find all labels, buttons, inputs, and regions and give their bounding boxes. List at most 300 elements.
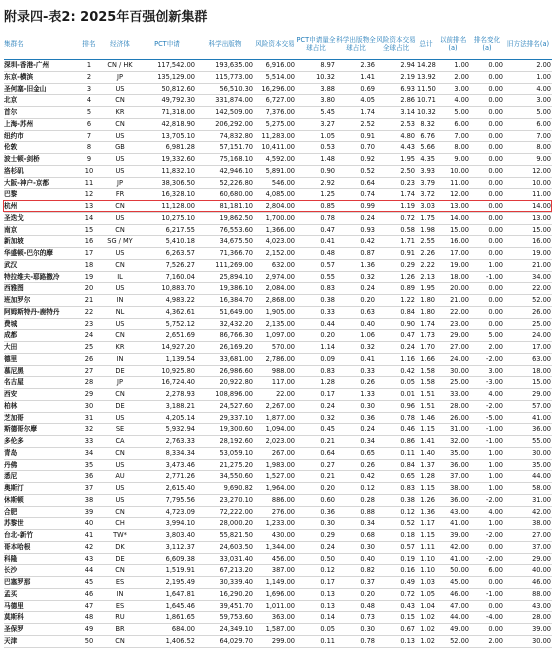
table-cell: 56,510.30 bbox=[219, 84, 253, 93]
table-cell: 267.00 bbox=[271, 448, 295, 457]
table-cell: 0.30 bbox=[360, 401, 375, 410]
table-cell: 44.00 bbox=[532, 472, 551, 481]
table-cell: 1,233.00 bbox=[265, 519, 295, 528]
table-cell: 1.36 bbox=[360, 260, 375, 269]
column-header: 风险资本交易全球占比 bbox=[376, 36, 416, 52]
cluster-name-cell: 阿姆斯特丹-鹿特丹 bbox=[4, 307, 60, 316]
table-cell: CN bbox=[115, 260, 125, 269]
table-cell: 63.00 bbox=[532, 354, 551, 363]
table-cell: 2.13 bbox=[420, 272, 435, 281]
cluster-name-cell: 巴塞罗那 bbox=[4, 578, 31, 586]
table-cell: 5,514.00 bbox=[265, 72, 295, 81]
table-cell: 0.70 bbox=[360, 143, 375, 152]
table-cell: 24.00 bbox=[532, 331, 551, 340]
table-cell: 1.70 bbox=[420, 343, 435, 351]
cluster-name-cell: 新加坡 bbox=[4, 237, 24, 246]
table-cell: 0.24 bbox=[400, 343, 415, 351]
table-cell: 55,821.50 bbox=[219, 531, 253, 539]
table-row bbox=[4, 412, 552, 424]
column-header: 集群名 bbox=[4, 39, 24, 48]
table-cell: 37.00 bbox=[450, 472, 469, 481]
table-cell: 1.48 bbox=[320, 155, 335, 163]
table-cell: IL bbox=[117, 272, 123, 281]
table-cell: 0.00 bbox=[488, 296, 503, 304]
table-cell: 53,059.10 bbox=[219, 448, 253, 457]
table-cell: 886.00 bbox=[271, 495, 295, 504]
table-cell: 26.00 bbox=[532, 307, 551, 316]
table-cell: 0.09 bbox=[320, 354, 335, 363]
table-cell: 0.24 bbox=[360, 213, 375, 222]
table-cell: 0.72 bbox=[400, 589, 415, 598]
table-row bbox=[4, 95, 552, 107]
table-cell: 0.24 bbox=[360, 284, 375, 293]
table-cell: 5,932.94 bbox=[165, 425, 195, 434]
table-cell: 5 bbox=[86, 108, 92, 116]
table-cell: 7,526.27 bbox=[165, 260, 195, 269]
table-cell: 0.20 bbox=[360, 589, 375, 598]
table-cell: 6 bbox=[86, 119, 92, 128]
column-header: 排名 bbox=[82, 39, 96, 48]
table-cell: 10 bbox=[84, 166, 94, 175]
table-cell: 2.94 bbox=[400, 61, 415, 69]
table-row bbox=[4, 612, 552, 624]
table-cell: CN bbox=[115, 225, 125, 234]
table-cell: 0.27 bbox=[320, 460, 335, 469]
table-cell: 570.00 bbox=[271, 343, 295, 351]
table-cell: 0.26 bbox=[360, 378, 375, 387]
column-header: PCT申请量全球占比 bbox=[296, 36, 336, 52]
table-cell: 21,275.20 bbox=[219, 460, 253, 469]
table-cell: 1.15 bbox=[420, 425, 435, 434]
table-cell: 0.23 bbox=[400, 178, 415, 187]
table-row bbox=[4, 553, 552, 565]
table-cell: 81,181.10 bbox=[219, 202, 253, 210]
cluster-name-cell: 西雅图 bbox=[4, 284, 24, 293]
table-cell: 3.00 bbox=[536, 96, 551, 105]
cluster-name-cell: 上海-苏州 bbox=[4, 119, 34, 128]
table-cell: 2.22 bbox=[420, 260, 435, 269]
table-cell: 0.13 bbox=[320, 601, 335, 610]
table-cell: 0.00 bbox=[488, 237, 503, 246]
table-cell: 456.00 bbox=[271, 554, 295, 563]
table-cell: 108,896.00 bbox=[215, 390, 253, 398]
table-cell: ES bbox=[115, 578, 125, 586]
table-cell: 1.14 bbox=[320, 343, 335, 351]
table-cell: 71,318.00 bbox=[161, 108, 195, 116]
table-cell: 1,527.00 bbox=[265, 472, 295, 481]
table-cell: 0.83 bbox=[320, 366, 335, 375]
table-cell: ES bbox=[115, 601, 125, 610]
table-cell: 33,681.00 bbox=[219, 354, 253, 363]
table-row bbox=[4, 142, 552, 154]
table-cell: 21.00 bbox=[450, 296, 469, 304]
cluster-name-cell: 南京 bbox=[4, 225, 18, 234]
table-cell: 11.00 bbox=[450, 178, 469, 187]
table-cell: 30.00 bbox=[532, 636, 551, 645]
cluster-name-cell: 成都 bbox=[4, 331, 18, 340]
table-cell: 0.53 bbox=[320, 143, 335, 152]
table-cell: 0.57 bbox=[400, 542, 415, 551]
table-cell: 1.41 bbox=[420, 437, 435, 445]
table-cell: 1.74 bbox=[400, 190, 415, 199]
table-row bbox=[4, 330, 552, 342]
table-cell: SG / MY bbox=[107, 237, 133, 246]
table-cell: 13 bbox=[84, 202, 94, 210]
table-cell: 20 bbox=[84, 284, 94, 293]
table-cell: 26 bbox=[84, 354, 94, 363]
table-cell: 55.00 bbox=[532, 437, 551, 445]
table-cell: 0.19 bbox=[400, 554, 415, 563]
cluster-name-cell: 名古屋 bbox=[4, 378, 24, 387]
table-cell: 0.00 bbox=[488, 213, 503, 222]
table-cell: 0.58 bbox=[400, 225, 415, 234]
cluster-name-cell: 大田 bbox=[4, 343, 18, 351]
table-cell: 40 bbox=[84, 519, 94, 528]
table-cell: 23 bbox=[84, 319, 94, 328]
table-cell: 7 bbox=[86, 131, 92, 140]
table-cell: 88.00 bbox=[532, 589, 551, 598]
column-header: 经济体 bbox=[110, 39, 130, 48]
table-cell: 2.00 bbox=[536, 61, 551, 69]
table-row bbox=[4, 165, 552, 177]
table-cell: 17 bbox=[84, 249, 94, 257]
table-cell: 2.86 bbox=[400, 96, 415, 105]
table-cell: 0.12 bbox=[320, 566, 335, 575]
table-cell: 0.00 bbox=[488, 225, 503, 234]
table-cell: 46 bbox=[84, 589, 94, 598]
table-cell: 60,680.00 bbox=[219, 190, 253, 199]
table-cell: 0.48 bbox=[320, 249, 335, 257]
table-cell: 2,135.00 bbox=[265, 319, 295, 328]
table-cell: NL bbox=[115, 307, 125, 316]
table-cell: 0.87 bbox=[360, 249, 375, 257]
table-cell: 12.00 bbox=[532, 166, 551, 175]
table-cell: 1.80 bbox=[420, 307, 435, 316]
cluster-name-cell: 纽约市 bbox=[4, 131, 24, 140]
table-cell: 6,217.55 bbox=[165, 225, 195, 234]
table-cell: 1.05 bbox=[420, 589, 435, 598]
table-cell: 0.55 bbox=[320, 272, 335, 281]
table-cell: 18.00 bbox=[532, 366, 551, 375]
table-cell: 3.80 bbox=[320, 96, 335, 105]
table-cell: 86,766.30 bbox=[219, 331, 253, 340]
table-cell: 1.98 bbox=[420, 225, 435, 234]
table-cell: 0.29 bbox=[320, 531, 335, 539]
table-cell: 15.00 bbox=[532, 225, 551, 234]
table-cell: 0.00 bbox=[488, 143, 503, 152]
table-cell: 2,615.40 bbox=[165, 484, 195, 492]
table-cell: 11,832.10 bbox=[161, 166, 195, 175]
table-cell: 23.00 bbox=[450, 319, 469, 328]
cluster-name-cell: 圣何塞-旧金山 bbox=[4, 84, 47, 93]
table-cell: 19 bbox=[84, 272, 94, 281]
table-cell: 49.00 bbox=[450, 625, 469, 633]
table-cell: GB bbox=[115, 143, 125, 152]
table-cell: 0.30 bbox=[360, 625, 375, 633]
table-cell: 16,724.40 bbox=[161, 378, 195, 387]
table-cell: 1.41 bbox=[360, 72, 375, 81]
table-cell: 0.13 bbox=[320, 589, 335, 598]
table-cell: 0.93 bbox=[360, 225, 375, 234]
table-cell: 0.83 bbox=[400, 484, 415, 492]
table-cell: 1.22 bbox=[400, 296, 415, 304]
table-cell: 2.00 bbox=[488, 343, 503, 351]
table-cell: 1.10 bbox=[420, 554, 435, 563]
table-cell: US bbox=[115, 155, 125, 163]
table-cell: 34.00 bbox=[532, 272, 551, 281]
table-cell: 3.79 bbox=[420, 178, 435, 187]
table-cell: 4.05 bbox=[360, 96, 375, 105]
table-cell: 17.00 bbox=[450, 249, 469, 257]
table-cell: 0.91 bbox=[400, 249, 415, 257]
table-cell: 4.00 bbox=[488, 390, 503, 398]
cluster-name-cell: 孟买 bbox=[4, 589, 18, 598]
page-title: 附录四-表2: 2025年百强创新集群 bbox=[4, 10, 208, 25]
table-cell: 10.00 bbox=[450, 166, 469, 175]
table-cell: 0.65 bbox=[400, 472, 415, 481]
table-cell: 8.00 bbox=[536, 143, 551, 152]
table-cell: CH bbox=[115, 519, 125, 528]
table-cell: 31.00 bbox=[532, 495, 551, 504]
table-cell: 47 bbox=[84, 601, 94, 610]
table-cell: 4,983.22 bbox=[165, 296, 195, 304]
table-cell: 193,635.00 bbox=[215, 61, 253, 69]
table-cell: 21 bbox=[84, 296, 94, 304]
table-cell: 46.00 bbox=[532, 578, 551, 586]
table-cell: 3,994.10 bbox=[165, 519, 195, 528]
table-cell: 1.05 bbox=[320, 131, 335, 140]
table-cell: 24,527.60 bbox=[219, 401, 253, 410]
table-cell: 4,723.09 bbox=[165, 507, 195, 516]
table-cell: 2.53 bbox=[400, 119, 415, 128]
table-cell: 7.00 bbox=[454, 131, 469, 140]
table-cell: 0.24 bbox=[320, 542, 335, 551]
table-cell: 39,451.70 bbox=[219, 601, 253, 610]
table-cell: 0.15 bbox=[400, 613, 415, 622]
table-cell: 1.95 bbox=[420, 284, 435, 293]
table-cell: 7,795.56 bbox=[165, 495, 195, 504]
table-cell: 14,927.20 bbox=[161, 343, 195, 351]
table-cell: 6.00 bbox=[454, 119, 469, 128]
table-cell: 1.37 bbox=[420, 460, 435, 469]
table-cell: 0.18 bbox=[400, 531, 415, 539]
table-cell: 1.03 bbox=[420, 578, 435, 586]
table-cell: 0.11 bbox=[320, 636, 335, 645]
table-cell: 31.00 bbox=[450, 425, 469, 434]
table-cell: 36.00 bbox=[532, 425, 551, 434]
table-cell: 0.96 bbox=[400, 401, 415, 410]
table-cell: 2,763.33 bbox=[165, 437, 195, 445]
table-cell: -2.00 bbox=[485, 401, 503, 410]
table-cell: 6,727.00 bbox=[265, 96, 295, 105]
table-cell: 10.32 bbox=[417, 108, 436, 116]
table-cell: 10,411.00 bbox=[261, 143, 295, 152]
table-cell: 1,406.52 bbox=[165, 636, 195, 645]
cluster-name-cell: 圣保罗 bbox=[4, 625, 24, 633]
table-cell: 1.58 bbox=[420, 378, 435, 387]
table-cell: 0.00 bbox=[488, 601, 503, 610]
table-cell: IN bbox=[116, 296, 124, 304]
table-cell: 2.19 bbox=[400, 72, 415, 81]
table-cell: 5.66 bbox=[420, 143, 435, 152]
table-cell: 0.40 bbox=[360, 319, 375, 328]
table-row bbox=[4, 635, 552, 647]
table-cell: 45 bbox=[84, 578, 94, 586]
table-cell: 1,877.00 bbox=[265, 413, 295, 422]
table-cell: 58.00 bbox=[532, 484, 551, 492]
table-cell: 1,905.00 bbox=[265, 307, 295, 316]
table-cell: 2,771.26 bbox=[165, 472, 195, 481]
table-cell: RU bbox=[115, 613, 125, 622]
table-cell: 0.11 bbox=[400, 448, 415, 457]
table-cell: 3.03 bbox=[420, 202, 435, 210]
table-cell: 0.42 bbox=[360, 237, 375, 246]
table-cell: 1.74 bbox=[360, 108, 375, 116]
table-cell: CN bbox=[115, 390, 125, 398]
table-cell: CN bbox=[115, 566, 125, 575]
table-cell: 76,553.60 bbox=[219, 225, 253, 234]
table-row bbox=[4, 295, 552, 307]
table-row bbox=[4, 201, 552, 213]
table-cell: 1,344.00 bbox=[265, 542, 295, 551]
table-cell: 6.76 bbox=[420, 131, 435, 140]
table-cell: 0.91 bbox=[360, 131, 375, 140]
table-cell: 0.05 bbox=[320, 625, 335, 633]
table-cell: -2.00 bbox=[485, 554, 503, 563]
table-cell: 12.00 bbox=[450, 190, 469, 199]
table-cell: 0.17 bbox=[320, 578, 335, 586]
table-cell: -5.00 bbox=[485, 413, 503, 422]
table-cell: 30,339.40 bbox=[219, 578, 253, 586]
table-cell: 15.00 bbox=[532, 378, 551, 387]
table-cell: 0.00 bbox=[488, 131, 503, 140]
table-row bbox=[4, 577, 552, 589]
table-cell: 5,410.18 bbox=[165, 237, 195, 246]
table-cell: 1,139.54 bbox=[165, 354, 195, 363]
table-cell: 4.00 bbox=[488, 507, 503, 516]
table-cell: 37.00 bbox=[532, 542, 551, 551]
table-cell: 3.14 bbox=[400, 108, 415, 116]
table-cell: 9.00 bbox=[454, 155, 469, 163]
table-cell: 9,690.82 bbox=[223, 484, 253, 492]
table-cell: 111,269.00 bbox=[215, 260, 253, 269]
table-cell: 1.00 bbox=[488, 260, 503, 269]
cluster-name-cell: 武汉 bbox=[4, 260, 18, 269]
table-cell: 206,292.00 bbox=[215, 119, 253, 128]
table-cell: 0.69 bbox=[360, 84, 375, 93]
table-cell: 13,705.10 bbox=[161, 131, 195, 140]
table-cell: 19,300.60 bbox=[219, 425, 253, 434]
table-cell: 0.00 bbox=[488, 166, 503, 175]
table-cell: 0.89 bbox=[400, 284, 415, 293]
table-cell: CN bbox=[115, 507, 125, 516]
table-row bbox=[4, 471, 552, 483]
table-cell: 0.00 bbox=[488, 108, 503, 116]
table-cell: 0.90 bbox=[400, 319, 415, 328]
table-row bbox=[4, 118, 552, 130]
table-cell: 1.17 bbox=[420, 519, 435, 528]
table-cell: 24 bbox=[84, 331, 94, 340]
table-cell: KR bbox=[115, 108, 125, 116]
table-cell: CN bbox=[115, 96, 125, 105]
table-cell: 1,097.00 bbox=[265, 331, 295, 340]
table-cell: 18 bbox=[84, 260, 94, 269]
table-cell: 1.06 bbox=[360, 331, 375, 340]
table-cell: 26.00 bbox=[450, 413, 469, 422]
cluster-name-cell: 深圳-香港-广州 bbox=[4, 61, 50, 69]
table-row bbox=[4, 130, 552, 142]
table-cell: 52,226.80 bbox=[219, 178, 253, 187]
table-cell: 10,925.80 bbox=[161, 366, 195, 375]
table-cell: 0.00 bbox=[488, 72, 503, 81]
table-cell: 1,700.00 bbox=[265, 213, 295, 222]
table-row bbox=[4, 177, 552, 189]
table-cell: 0.00 bbox=[488, 202, 503, 210]
table-cell: 0.32 bbox=[360, 343, 375, 351]
table-row bbox=[4, 506, 552, 518]
table-cell: 1,094.00 bbox=[265, 425, 295, 434]
cluster-name-cell: 天津 bbox=[4, 636, 18, 645]
table-cell: 43 bbox=[84, 554, 94, 563]
table-cell: 36.00 bbox=[450, 460, 469, 469]
table-cell: 42.00 bbox=[450, 542, 469, 551]
table-cell: 0.82 bbox=[360, 566, 375, 575]
cluster-name-cell: 杭州 bbox=[4, 202, 18, 210]
column-header: PCT申请 bbox=[154, 39, 180, 48]
table-cell: 988.00 bbox=[271, 366, 295, 375]
table-cell: 0.00 bbox=[488, 84, 503, 93]
table-cell: 38 bbox=[84, 495, 94, 504]
table-cell: 25.00 bbox=[532, 319, 551, 328]
table-cell: 43.00 bbox=[450, 507, 469, 516]
table-cell: 2,195.49 bbox=[165, 578, 195, 586]
table-cell: 22 bbox=[84, 307, 94, 316]
table-cell: 0.38 bbox=[400, 495, 415, 504]
table-cell: 28.00 bbox=[532, 613, 551, 622]
table-cell: 2.00 bbox=[454, 72, 469, 81]
column-header: 科学出版物 bbox=[208, 39, 242, 48]
table-cell: 0.00 bbox=[488, 119, 503, 128]
table-row bbox=[4, 259, 552, 271]
table-cell: IN bbox=[116, 354, 124, 363]
table-cell: 0.65 bbox=[360, 448, 375, 457]
table-cell: 29 bbox=[84, 390, 94, 398]
table-cell: DE bbox=[115, 554, 125, 563]
column-header: 以前排名(a) bbox=[439, 36, 467, 52]
table-cell: 30.00 bbox=[450, 366, 469, 375]
table-cell: 26,169.20 bbox=[219, 343, 253, 351]
table-cell: 0.30 bbox=[320, 519, 335, 528]
table-cell: 3,803.40 bbox=[165, 531, 195, 539]
table-cell: 0.00 bbox=[488, 319, 503, 328]
table-cell: 10.71 bbox=[417, 96, 436, 105]
table-row bbox=[4, 189, 552, 201]
table-cell: 135,129.00 bbox=[157, 72, 195, 81]
table-row bbox=[4, 377, 552, 389]
table-cell: 5.00 bbox=[488, 331, 503, 340]
table-cell: 299.00 bbox=[271, 636, 295, 645]
table-cell: US bbox=[115, 484, 125, 492]
table-cell: 33,031.40 bbox=[219, 554, 253, 563]
table-cell: 13.00 bbox=[532, 213, 551, 222]
cluster-name-cell: 圣迭戈 bbox=[4, 213, 24, 222]
table-cell: 19,332.60 bbox=[161, 155, 195, 163]
table-cell: 46.00 bbox=[450, 589, 469, 598]
table-cell: 6,609.38 bbox=[165, 554, 195, 563]
table-cell: 0.49 bbox=[400, 578, 415, 586]
cluster-name-cell: 柏林 bbox=[4, 401, 18, 410]
table-cell: 1,587.00 bbox=[265, 625, 295, 633]
